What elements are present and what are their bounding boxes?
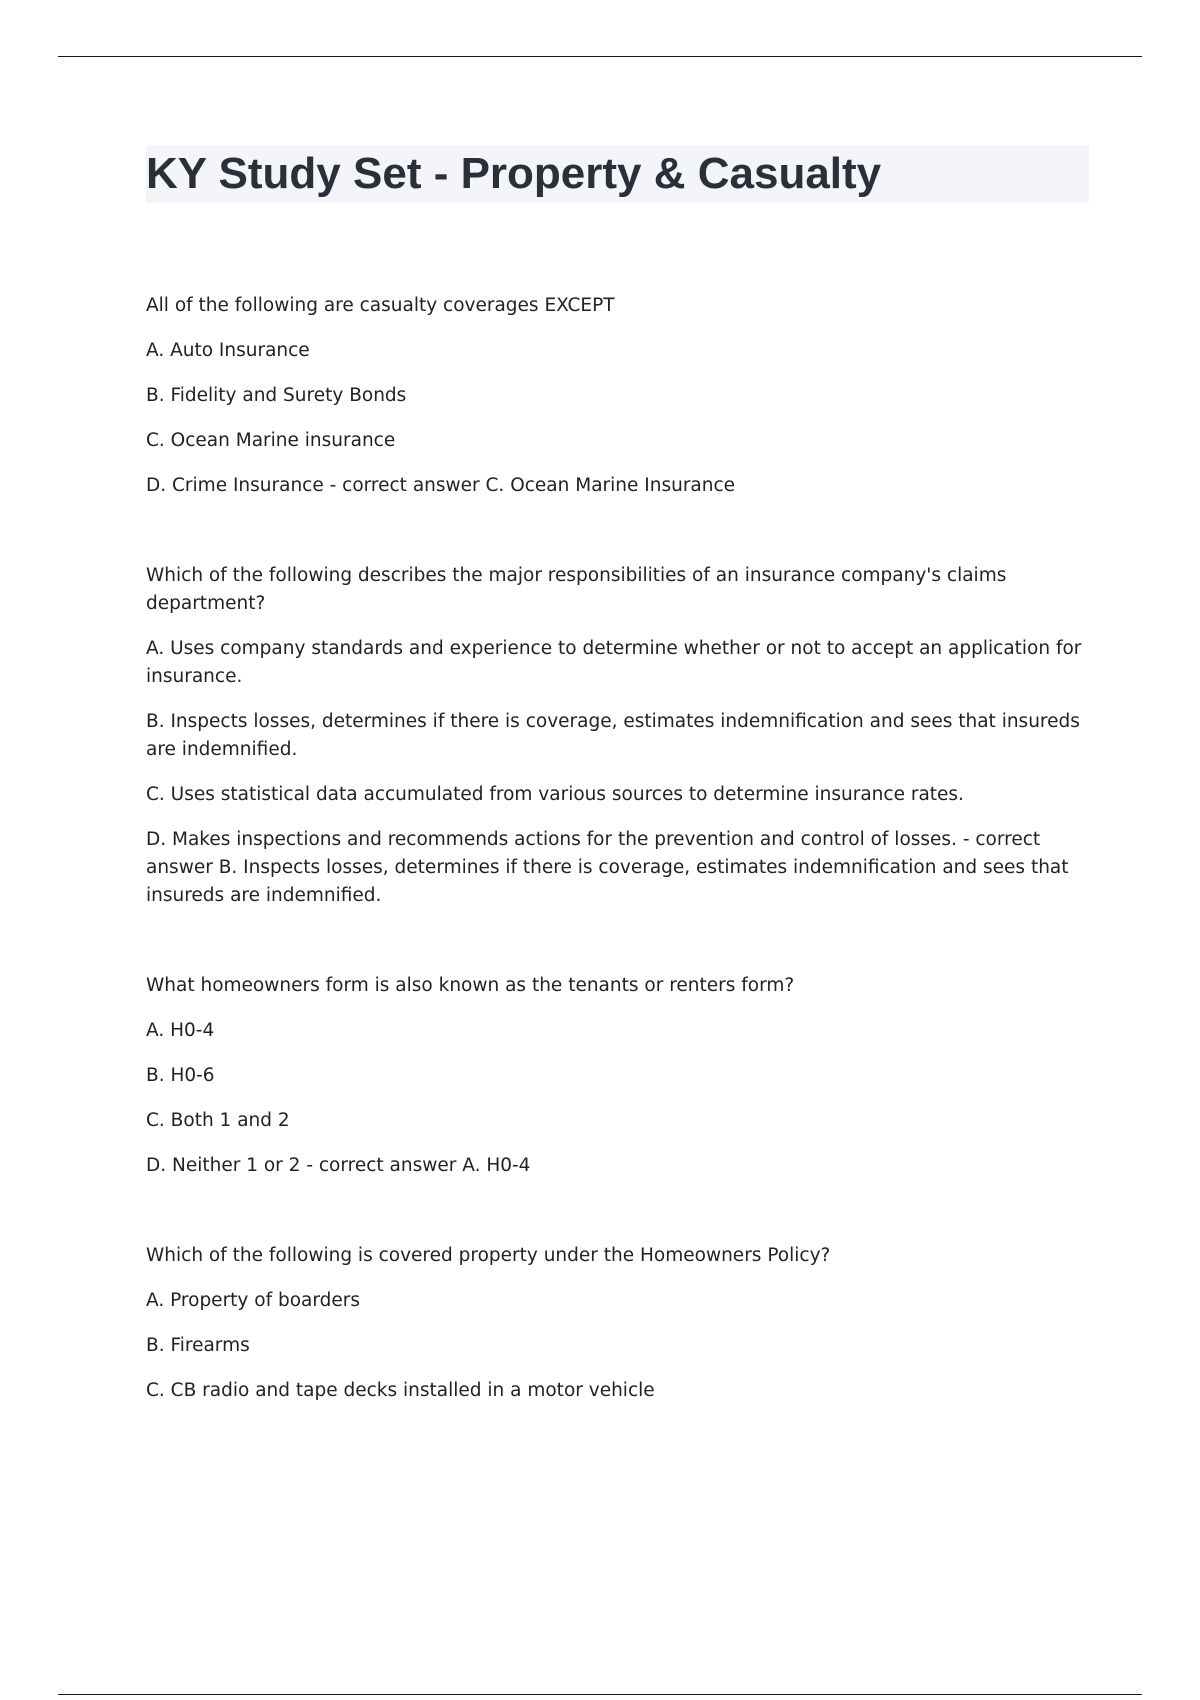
answer-option: C. Uses statistical data accumulated from various sources to determine insurance rates.	[146, 784, 964, 805]
answer-option: D. Makes inspections and recommends actions for the prevention and control of losses. - correct answer B. Inspects losses, determines if there is coverage, estimates indemnification and sees that insureds are indemnified.	[146, 829, 1069, 906]
question-text: Which of the following describes the major responsibilities of an insurance company's claims department?	[146, 565, 1007, 614]
answer-option: B. Fidelity and Surety Bonds	[146, 385, 407, 406]
question-block	[146, 1242, 1096, 1405]
answer-option: B. H0-6	[146, 1065, 215, 1086]
answer-option: C. Both 1 and 2	[146, 1110, 290, 1131]
answer-option: A. Property of boarders	[146, 1290, 361, 1311]
answer-option: A. H0-4	[146, 1020, 215, 1041]
question-text: All of the following are casualty coverages EXCEPT	[146, 295, 615, 316]
question-text: What homeowners form is also known as the tenants or renters form?	[146, 975, 795, 996]
question-list	[146, 292, 1096, 1467]
question-text: Which of the following is covered property under the Homeowners Policy?	[146, 1245, 831, 1266]
answer-option: C. CB radio and tape decks installed in a motor vehicle	[146, 1380, 655, 1401]
answer-option: B. Inspects losses, determines if there is coverage, estimates indemnification and sees that insureds are indemnified.	[146, 711, 1080, 760]
question-block	[146, 292, 1096, 500]
footer-divider	[58, 1694, 1142, 1695]
answer-option: D. Crime Insurance - correct answer C. Ocean Marine Insurance	[146, 475, 736, 496]
answer-option: D. Neither 1 or 2 - correct answer A. H0-4	[146, 1155, 531, 1176]
question-block	[146, 972, 1096, 1180]
answer-option: A. Auto Insurance	[146, 340, 310, 361]
page-title: KY Study Set - Property & Casualty	[146, 149, 882, 198]
answer-option: A. Uses company standards and experience to determine whether or not to accept an application for insurance.	[146, 638, 1082, 687]
answer-option: C. Ocean Marine insurance	[146, 430, 396, 451]
header-divider	[58, 56, 1142, 57]
answer-option: B. Firearms	[146, 1335, 250, 1356]
question-block	[146, 562, 1096, 910]
